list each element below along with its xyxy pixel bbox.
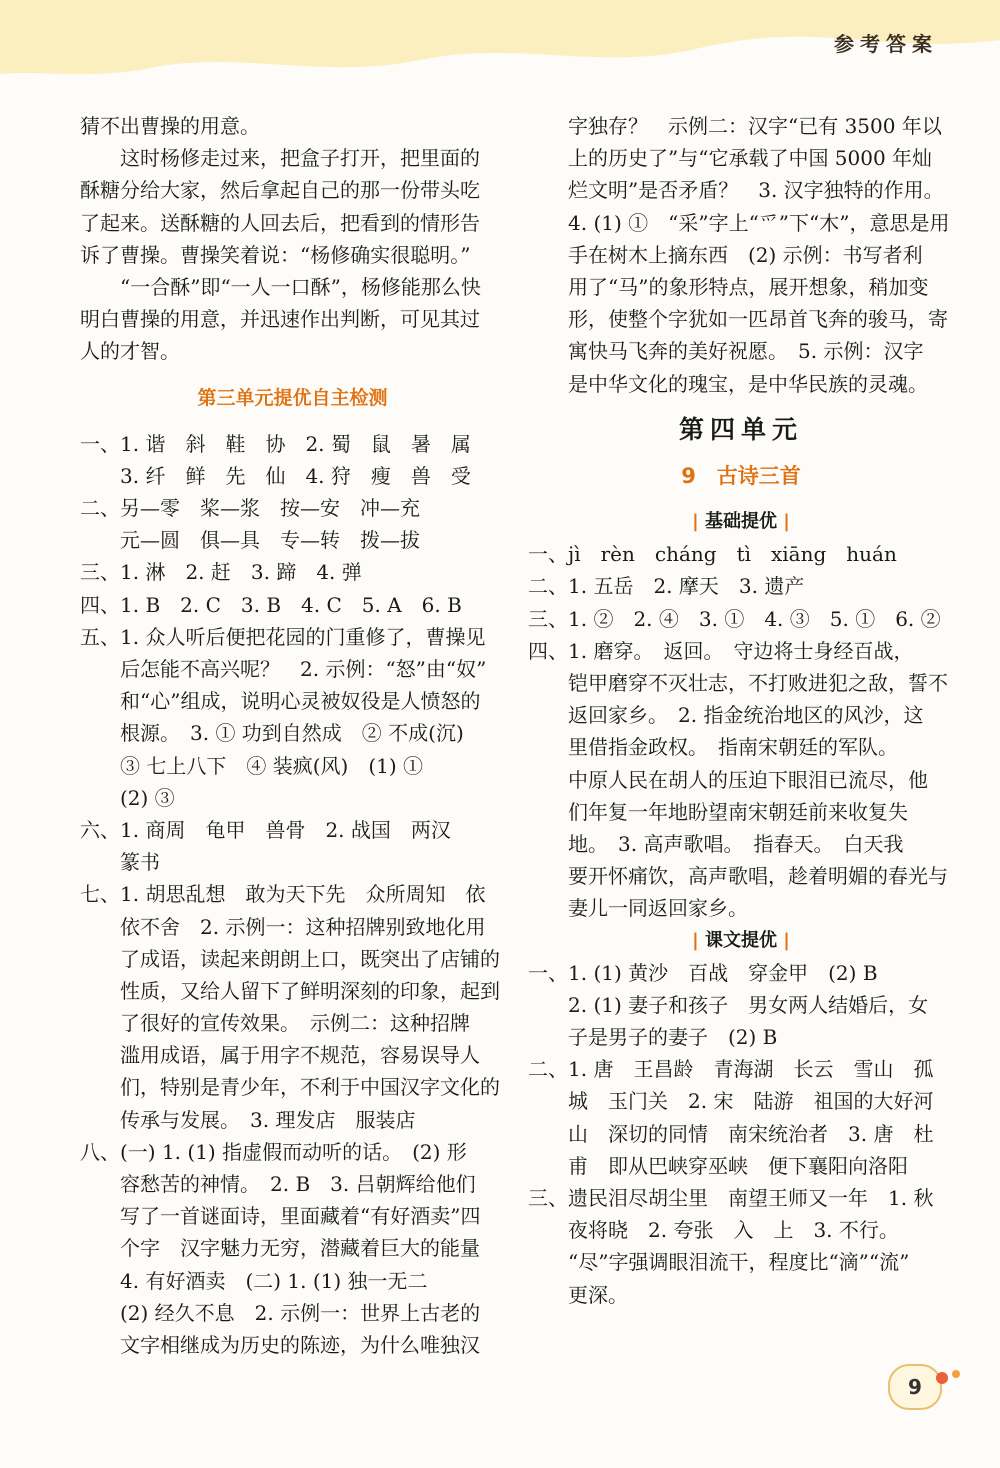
text-line: 传承与发展。 3. 理发店 服装店 — [80, 1107, 416, 1132]
lesson-title: 9 古诗三首 — [681, 463, 801, 488]
subsection-heading — [528, 506, 954, 538]
text-line: 和“心”组成，说明心灵被奴役是人愤怒的 — [80, 689, 481, 714]
text-line: 诉了曹操。曹操笑着说：“杨修确实很聪明。” — [80, 242, 471, 267]
text-line: 夜将晓 2. 夸张 入 上 3. 不行。 — [528, 1218, 899, 1243]
decorative-dot — [952, 1370, 960, 1378]
text-line: 滥用成语，属于用字不规范，容易误导人 — [80, 1043, 480, 1068]
text-line: 依不舍 2. 示例一：这种招牌别致地化用 — [80, 914, 486, 939]
text-line: 三、遗民泪尽胡尘里 南望王师又一年 1. 秋 — [528, 1186, 934, 1210]
text-line: 人的才智。 — [80, 339, 180, 364]
text-line: 二、1. 唐 王昌龄 青海湖 长云 雪山 孤 — [528, 1057, 934, 1082]
text-line: 后怎能不高兴呢？ 2. 示例：“怒”由“奴” — [80, 657, 487, 681]
section-heading: 第三单元提优自主检测 — [197, 386, 388, 409]
spacer — [528, 446, 954, 460]
text-line: 3. 纤 鲜 先 仙 4. 狩 瘦 兽 受 — [80, 463, 471, 488]
text-line: 们，特别是青少年，不利于中国汉字文化的 — [80, 1075, 500, 1100]
text-line: 明白曹操的用意，并迅速作出判断，可见其过 — [80, 307, 480, 332]
text-line: 2. (1) 妻子和孩子 男女两人结婚后，女 — [528, 992, 929, 1017]
text-line: 地。 3. 高声歌唱。 指春天。 白天我 — [528, 831, 904, 856]
bar-mark: | — [777, 929, 790, 951]
text-line: 七、1. 胡思乱想 敢为天下先 众所周知 依 — [80, 882, 486, 907]
bar-mark: | — [692, 511, 705, 533]
text-line: 根源。 3. ① 功到自然成 ② 不成(沉) — [80, 721, 464, 746]
text-line: 二、1. 五岳 2. 摩天 3. 遗产 — [528, 574, 805, 599]
text-line: 八、(一) 1. (1) 指虚假而动听的话。 (2) 形 — [80, 1139, 467, 1164]
text-line: 了成语，读起来朗朗上口，既突出了店铺的 — [80, 946, 500, 971]
text-line: 一、1. (1) 黄沙 百战 穿金甲 (2) B — [528, 960, 878, 985]
spacer — [528, 492, 954, 506]
text-line: 了很好的宣传效果。 示例二：这种招牌 — [80, 1011, 470, 1036]
text-line: 要开怀痛饮，高声歌唱，趁着明媚的春光与 — [528, 864, 948, 889]
text-line: 字独存？ 示例二：汉字“已有 3500 年以 — [528, 114, 942, 138]
text-line: 烂文明”是否矛盾？ 3. 汉字独特的作用。 — [528, 178, 944, 203]
text-line: 五、1. 众人听后便把花园的门重修了，曹操见 — [80, 624, 486, 649]
text-line: 子是男子的妻子 (2) B — [528, 1025, 778, 1050]
text-line: 三、1. 淋 2. 赶 3. 蹄 4. 弹 — [80, 560, 362, 585]
spacer — [80, 368, 505, 382]
unit-title: 第四单元 — [678, 414, 803, 444]
text-line: 了起来。送酥糖的人回去后，把看到的情形告 — [80, 210, 480, 235]
text-line: 个字 汉字魅力无穷，潜藏着巨大的能量 — [80, 1236, 480, 1261]
text-line: 三、1. ② 2. ④ 3. ① 4. ③ 5. ① 6. ② — [528, 606, 941, 631]
text-line: 是中华文化的瑰宝，是中华民族的灵魂。 — [528, 371, 928, 396]
text-line: 上的历史了”与“它承载了中国 5000 年灿 — [528, 146, 933, 171]
text-line: 这时杨修走过来，把盒子打开，把里面的 — [80, 146, 480, 171]
text-line: 4. 有好酒卖 (二) 1. (1) 独一无二 — [80, 1268, 428, 1293]
header-title: 参考答案 — [834, 32, 938, 56]
text-line: “一合酥”即“一人一口酥”，杨修能那么快 — [80, 274, 481, 299]
subsection-heading — [528, 925, 954, 957]
spacer — [80, 414, 505, 428]
text-line: 四、1. 磨穿。 返回。 守边将士身经百战， — [528, 638, 914, 663]
text-line: 元—圆 俱—具 专—转 拨—拔 — [80, 528, 420, 553]
text-line: 猜不出曹操的用意。 — [80, 114, 260, 138]
spacer — [528, 400, 954, 414]
text-line: 容愁苦的神情。 2. B 3. 吕朝辉给他们 — [80, 1172, 476, 1196]
text-line: 山 深切的同情 南宋统治者 3. 唐 杜 — [528, 1121, 934, 1146]
text-line: 篆书 — [80, 850, 160, 875]
text-line: 里借指金政权。 指南宋朝廷的军队。 — [528, 735, 898, 760]
text-line: 铠甲磨穿不灭壮志，不打败进犯之敌，誓不 — [528, 671, 948, 695]
page-number: 9 — [888, 1364, 942, 1410]
answer-column-right — [528, 110, 954, 1311]
text-line: 二、另—零 桨—浆 按—安 冲—充 — [80, 496, 420, 521]
text-line: 更深。 — [528, 1282, 628, 1307]
answer-column-left — [80, 110, 505, 1361]
text-line: 们年复一年地盼望南宋朝廷前来收复失 — [528, 799, 908, 824]
text-line: 四、1. B 2. C 3. B 4. C 5. A 6. B — [80, 592, 462, 617]
text-line: 城 玉门关 2. 宋 陆游 祖国的大好河 — [528, 1089, 934, 1114]
text-line: 甫 即从巴峡穿巫峡 便下襄阳向洛阳 — [528, 1153, 908, 1178]
text-line: 用了“马”的象形特点，展开想象，稍加变 — [528, 274, 929, 299]
text-line: 中原人民在胡人的压迫下眼泪已流尽，他 — [528, 767, 928, 792]
text-line: 手在树木上摘东西 (2) 示例：书写者利 — [528, 242, 923, 267]
text-line: 一、jì rèn cháng tì xiāng huán — [528, 542, 897, 567]
text-line: 寓快马飞奔的美好祝愿。 5. 示例：汉字 — [528, 339, 924, 364]
text-line: 一、1. 谐 斜 鞋 协 2. 蜀 鼠 暑 属 — [80, 431, 471, 456]
text-line: (2) 经久不息 2. 示例一：世界上古老的 — [80, 1300, 481, 1325]
decorative-dot — [936, 1372, 948, 1384]
bar-mark: | — [692, 929, 705, 951]
text-line: 写了一首谜面诗，里面藏着“有好酒卖”四 — [80, 1204, 481, 1229]
text-line: 文字相继成为历史的陈迹，为什么唯独汉 — [80, 1332, 480, 1357]
text-line: 性质，又给人留下了鲜明深刻的印象，起到 — [80, 978, 500, 1003]
text-line: (2) ③ — [80, 785, 175, 810]
text-line: “尽”字强调眼泪流干，程度比“滴”“流” — [528, 1250, 910, 1275]
text-line: 返回家乡。 2. 指金统治地区的风沙，这 — [528, 703, 924, 728]
subsection-label: 基础提优 — [705, 511, 777, 533]
text-line: 形，使整个字犹如一匹昂首飞奔的骏马，寄 — [528, 307, 948, 332]
subsection-label: 课文提优 — [705, 929, 777, 951]
bar-mark: | — [777, 511, 790, 533]
text-line: ③ 七上八下 ④ 装疯(风) (1) ① — [80, 753, 424, 778]
text-line: 4. (1) ① “采”字上“爫”下“木”，意思是用 — [528, 210, 950, 235]
text-line: 酥糖分给大家，然后拿起自己的那一份带头吃 — [80, 178, 480, 203]
text-line: 妻儿一同返回家乡。 — [528, 896, 748, 921]
text-line: 六、1. 商周 龟甲 兽骨 2. 战国 两汉 — [80, 817, 451, 842]
